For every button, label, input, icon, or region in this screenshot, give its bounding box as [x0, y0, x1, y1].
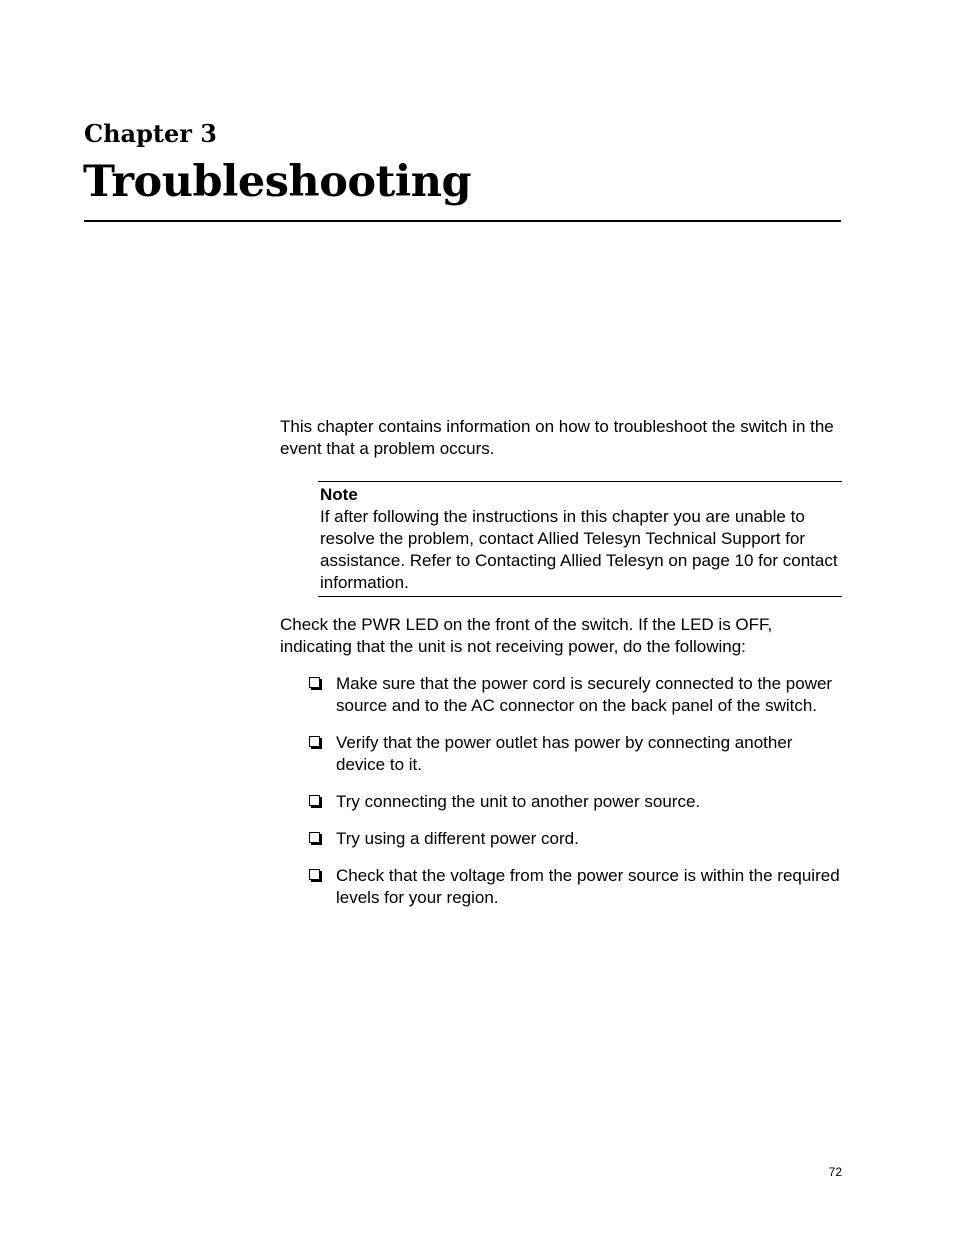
- checkbox-icon: [309, 677, 320, 688]
- title-divider: [84, 220, 841, 222]
- check-power-paragraph: Check the PWR LED on the front of the switch. If the LED is OFF, indicating that the unit is not receiving power, do the following:: [280, 615, 773, 656]
- checkbox-icon: [309, 869, 320, 880]
- note-title: Note: [320, 485, 358, 504]
- checklist-item-text: Make sure that the power cord is securely connected to the power source and to the AC connector on the back panel of the switch.: [336, 674, 833, 715]
- checklist-item: [308, 673, 842, 717]
- checklist-item-text: Verify that the power outlet has power by connecting another device to it.: [336, 733, 793, 774]
- chapter-title: Troubleshooting: [83, 157, 472, 207]
- checklist: [308, 673, 842, 924]
- checklist-item: [308, 732, 842, 776]
- checklist-item: [308, 828, 842, 850]
- checklist-item-text: Try connecting the unit to another power source.: [336, 792, 701, 811]
- intro-paragraph: This chapter contains information on how to troubleshoot the switch in the event that a problem occurs.: [280, 417, 834, 458]
- checkbox-icon: [309, 832, 320, 843]
- checklist-item-text: Check that the voltage from the power source is within the required levels for your region.: [336, 866, 840, 907]
- note-box: [318, 481, 842, 597]
- checkbox-icon: [309, 736, 320, 747]
- checklist-item: [308, 865, 842, 909]
- checklist-item-text: Try using a different power cord.: [336, 829, 579, 848]
- checklist-item: [308, 791, 842, 813]
- checkbox-icon: [309, 795, 320, 806]
- chapter-label: Chapter 3: [84, 119, 217, 148]
- page-number: 72: [828, 1165, 842, 1179]
- note-text: If after following the instructions in this chapter you are unable to resolve the problem, contact Allied Telesyn Technical Support for assistance. Refer to Contacting Allied Telesyn on page 10 for contact information.: [320, 507, 838, 592]
